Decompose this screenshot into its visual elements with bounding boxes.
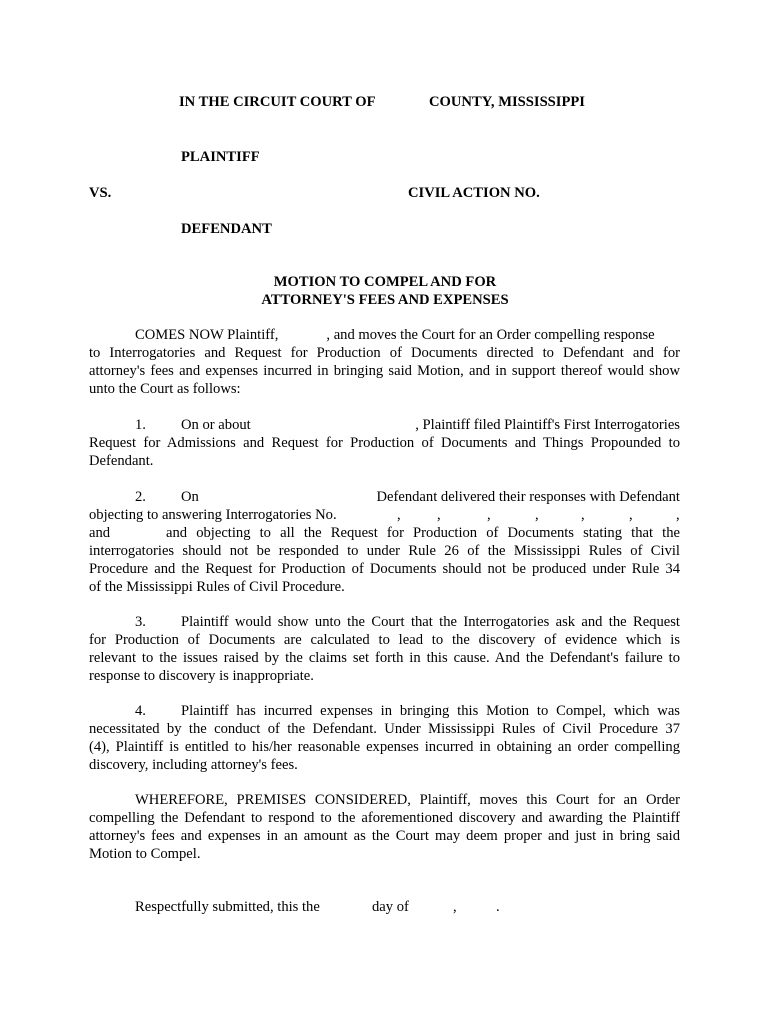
wherefore-line-2: compelling the Defendant to respond to the aforementioned discovery and awarding the Plaintiff bbox=[89, 810, 680, 826]
p2-line-3 bbox=[89, 524, 680, 542]
p2-text-b: Defendant delivered their responses with Defendant bbox=[376, 489, 680, 505]
p3-number: 3. bbox=[135, 614, 146, 630]
p2-line-6: of the Mississippi Rules of Civil Procedure. bbox=[89, 579, 345, 595]
p3-line-1 bbox=[89, 613, 680, 631]
civil-action-label: CIVIL ACTION NO. bbox=[408, 185, 540, 201]
wherefore-line-3: attorney's fees and expenses in an amount as the Court may deem proper and just in bring said bbox=[89, 828, 680, 844]
p2-line-4: interrogatories should not be responded to under Rule 26 of the Mississippi Rules of Civil bbox=[89, 543, 680, 559]
motion-title-line1: MOTION TO COMPEL AND FOR bbox=[273, 274, 497, 290]
p2-comma-4: , bbox=[535, 507, 539, 523]
signature-text-b: day of bbox=[372, 899, 409, 915]
signature-period: . bbox=[496, 899, 500, 915]
wherefore-line-4: Motion to Compel. bbox=[89, 846, 201, 862]
p1-line-2: Request for Admissions and Request for Production of Documents and Things Propounded to bbox=[89, 435, 680, 451]
wherefore-line-1 bbox=[89, 791, 680, 809]
intro-text-b: , and moves the Court for an Order compelling response bbox=[326, 327, 655, 343]
p3-line-3: relevant to the issues raised by the claims set forth in this cause. And the Defendant's failure to bbox=[89, 650, 680, 666]
court-suffix: COUNTY, MISSISSIPPI bbox=[429, 94, 585, 110]
defendant-label: DEFENDANT bbox=[181, 221, 272, 237]
p2-comma-3: , bbox=[487, 507, 491, 523]
p2-comma-5: , bbox=[581, 507, 585, 523]
intro-text-a: COMES NOW Plaintiff, bbox=[135, 327, 279, 343]
plaintiff-label: PLAINTIFF bbox=[181, 149, 260, 165]
motion-title-line2: ATTORNEY'S FEES AND EXPENSES bbox=[261, 292, 509, 308]
p2-line-3-text: and objecting to all the Request for Production of Documents stating that the bbox=[166, 525, 680, 541]
intro-line-4: unto the Court as follows: bbox=[89, 381, 241, 397]
p2-text-a: On bbox=[181, 489, 199, 505]
wherefore-line-1-text: WHEREFORE, PREMISES CONSIDERED, Plaintiff, moves this Court for an Order bbox=[135, 792, 680, 808]
p4-number: 4. bbox=[135, 703, 146, 719]
paragraph-4 bbox=[89, 702, 680, 774]
p4-line-4: discovery, including attorney's fees. bbox=[89, 757, 298, 773]
intro-paragraph bbox=[89, 326, 680, 398]
p2-comma-1: , bbox=[397, 507, 401, 523]
p2-text-and: and bbox=[89, 525, 111, 541]
p3-line-2: for Production of Documents are calculated to lead to the discovery of evidence which is bbox=[89, 632, 680, 648]
signature-text-a: Respectfully submitted, this the bbox=[135, 899, 320, 915]
paragraph-3 bbox=[89, 613, 680, 685]
wherefore-paragraph bbox=[89, 791, 680, 863]
p2-comma-2: , bbox=[437, 507, 441, 523]
p4-line-1-text: Plaintiff has incurred expenses in bringing this Motion to Compel, which was bbox=[181, 703, 680, 719]
p1-line-3: Defendant. bbox=[89, 453, 154, 469]
p1-number: 1. bbox=[135, 417, 146, 433]
p2-comma-6: , bbox=[629, 507, 633, 523]
paragraph-2 bbox=[89, 488, 680, 596]
intro-line-3: attorney's fees and expenses incurred in bringing said Motion, and in support thereof would show bbox=[89, 363, 680, 379]
p4-line-1 bbox=[89, 702, 680, 720]
p1-line-1 bbox=[89, 416, 680, 434]
p4-line-3: (4), Plaintiff is entitled to his/her reasonable expenses incurred in obtaining an order compelling bbox=[89, 739, 680, 755]
p2-line-2-text: objecting to answering Interrogatories No. bbox=[89, 507, 337, 523]
intro-line-2: to Interrogatories and Request for Production of Documents directed to Defendant and for bbox=[89, 345, 680, 361]
paragraph-1 bbox=[89, 416, 680, 470]
p3-line-4: response to discovery is inappropriate. bbox=[89, 668, 314, 684]
p2-comma-7: , bbox=[676, 507, 680, 523]
intro-line-1 bbox=[89, 326, 680, 344]
court-prefix: IN THE CIRCUIT COURT OF bbox=[179, 94, 376, 110]
p2-line-5: Procedure and the Request for Production of Documents should not be produced under Rule 34 bbox=[89, 561, 680, 577]
p2-number: 2. bbox=[135, 489, 146, 505]
vs-label: VS. bbox=[89, 185, 112, 201]
p1-text-a: On or about bbox=[181, 417, 251, 433]
signature-comma: , bbox=[453, 899, 457, 915]
p4-line-2: necessitated by the conduct of the Defendant. Under Mississippi Rules of Civil Procedure 37 bbox=[89, 721, 680, 737]
p2-line-1 bbox=[89, 488, 680, 506]
p1-text-b: , Plaintiff filed Plaintiff's First Interrogatories bbox=[415, 417, 680, 433]
p3-line-1-text: Plaintiff would show unto the Court that the Interrogatories ask and the Request bbox=[181, 614, 680, 630]
p2-line-2 bbox=[89, 506, 680, 524]
